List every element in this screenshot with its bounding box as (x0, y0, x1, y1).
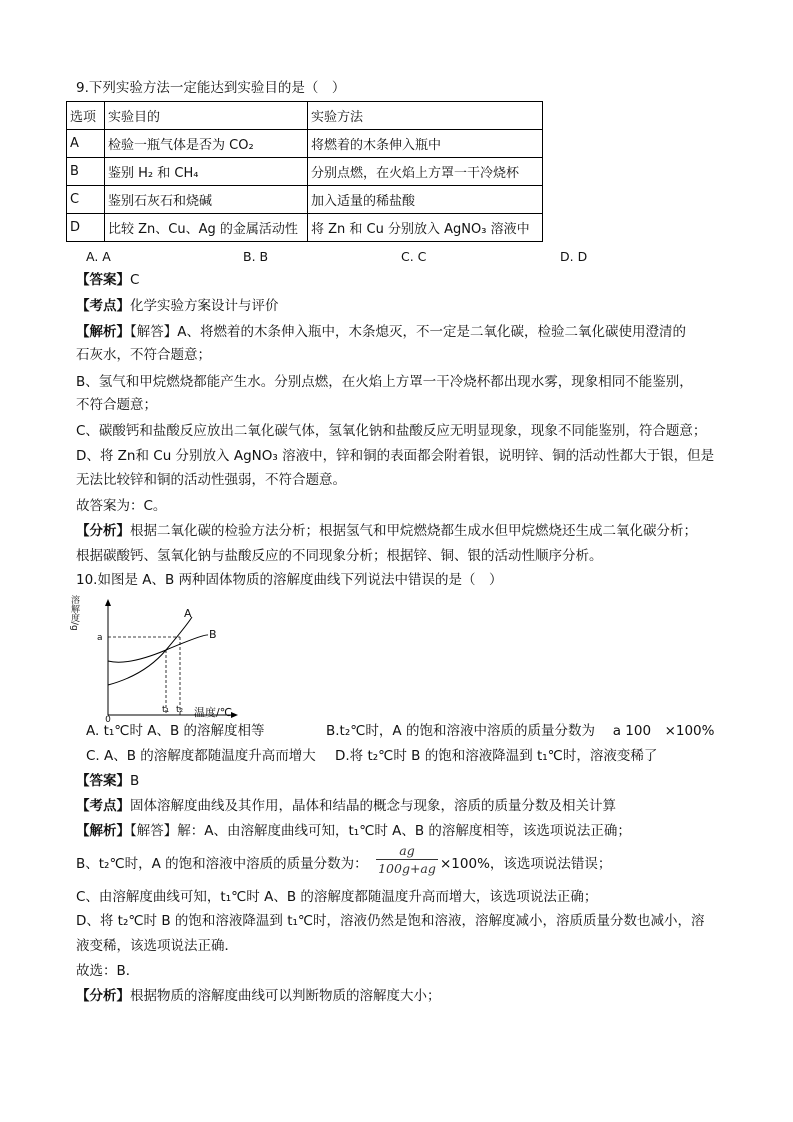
jiexi-tag: 【解析】 (76, 823, 130, 839)
q10-jiexi-b-prefix: B、t₂℃时，A 的饱和溶液中溶质的质量分数为： (76, 856, 368, 872)
table-cell: 分别点燃，在火焰上方罩一干冷烧杯 (308, 158, 543, 186)
fenxi-tag: 【分析】 (76, 988, 130, 1004)
table-cell: 加入适量的稀盐酸 (308, 186, 543, 214)
curve-a-label: A (184, 607, 192, 620)
q9-option-b: B. B (243, 249, 269, 264)
table-cell: 将 Zn 和 Cu 分别放入 AgNO₃ 溶液中 (308, 214, 543, 242)
solubility-chart-svg (70, 593, 240, 723)
jiexi-text: 【解答】A、将燃着的木条伸入瓶中，木条熄灭，不一定是二氧化碳，检验二氧化碳使用澄清的 (130, 324, 686, 340)
table-cell: B (67, 158, 105, 186)
table-header-cell: 选项 (67, 102, 105, 130)
kaodian-tag: 【考点】 (76, 298, 130, 314)
q9-jiexi-line: 故答案为：C。 (76, 498, 167, 514)
q10-jiexi-line: D、将 t₂℃时 B 的饱和溶液降温到 t₁℃时，溶液仍然是饱和溶液，溶解度减小，溶质质量分数也减小，溶 (76, 913, 705, 929)
q9-jiexi-line: C、碳酸钙和盐酸反应放出二氧化碳气体，氢氧化钠和盐酸反应无明显现象，现象不同能鉴别，符合题意； (76, 423, 707, 439)
jiexi-text: 【解答】解：A、由溶解度曲线可知，t₁℃时 A、B 的溶解度相等，该选项说法正确； (130, 823, 631, 839)
q10-fenxi-line (76, 987, 441, 1005)
table-header-cell: 实验方法 (308, 102, 543, 130)
q10-jiexi-line (76, 822, 631, 840)
fraction-denominator: 100g+ag (378, 861, 436, 876)
q10-jiexi-line: 故选：B． (76, 963, 140, 979)
kaodian-text: 化学实验方案设计与评价 (130, 298, 279, 314)
y-axis-label: 溶解度/g (70, 595, 79, 631)
table-header-row (67, 102, 543, 130)
q9-jiexi-line: B、氢气和甲烷燃烧都能产生水。分别点燃，在火焰上方罩一干冷烧杯都出现水雾，现象相同不能鉴别， (76, 374, 693, 390)
table-cell: C (67, 186, 105, 214)
a-tick-label: a (97, 633, 103, 643)
curve-a (108, 617, 192, 685)
fenxi-text: 根据二氧化碳的检验方法分析；根据氢气和甲烷燃烧都生成水但甲烷燃烧还生成二氧化碳分析； (130, 523, 697, 539)
fenxi-tag: 【分析】 (76, 523, 130, 539)
answer-value: C (130, 272, 140, 288)
table-header-cell: 实验目的 (105, 102, 308, 130)
q9-fenxi-line: 根据碳酸钙、氢氧化钠与盐酸反应的不同现象分析；根据锌、铜、银的活动性顺序分析。 (76, 548, 603, 564)
fraction (376, 843, 438, 876)
q10-jiexi-b-suffix: ×100%，该选项说法错误； (440, 856, 612, 872)
table-cell: 将燃着的木条伸入瓶中 (308, 130, 543, 158)
origin-label: 0 (105, 715, 111, 723)
fenxi-text: 根据物质的溶解度曲线可以判断物质的溶解度大小； (130, 988, 441, 1004)
table-cell: 鉴别 H₂ 和 CH₄ (105, 158, 308, 186)
q9-answer (76, 271, 139, 289)
table-cell: A (67, 130, 105, 158)
q9-jiexi-line: 不符合题意； (76, 397, 157, 413)
table-row (67, 130, 543, 158)
curve-b-label: B (209, 628, 217, 641)
t2-tick-label: t₂ (176, 705, 184, 715)
table-row (67, 186, 543, 214)
solubility-chart (70, 593, 240, 723)
q9-option-c: C. C (401, 249, 427, 264)
q9-option-d: D. D (560, 249, 588, 264)
q9-jiexi-line: 无法比较锌和铜的活动性强弱，不符合题意。 (76, 472, 346, 488)
jiexi-tag: 【解析】 (76, 324, 130, 340)
q9-option-a: A. A (86, 249, 111, 264)
q9-jiexi-line: 石灰水，不符合题意； (76, 347, 211, 363)
t1-tick-label: t₁ (162, 705, 170, 715)
table-row (67, 214, 543, 242)
q10-jiexi-line: 液变稀，该选项说法正确． (76, 938, 238, 954)
q10-title: 10.如图是 A、B 两种固体物质的溶解度曲线下列说法中错误的是（ ） (76, 572, 503, 588)
x-axis-label: 温度/℃ (194, 706, 233, 719)
table-cell: D (67, 214, 105, 242)
answer-tag: 【答案】 (76, 773, 130, 789)
q10-option-d: D.将 t₂℃时 B 的饱和溶液降温到 t₁℃时，溶液变稀了 (335, 748, 658, 764)
q9-title: 9.下列实验方法一定能达到实验目的是（ ） (76, 80, 346, 96)
table-cell: 检验一瓶气体是否为 CO₂ (105, 130, 308, 158)
q10-kaodian (76, 797, 616, 815)
fraction-bar (376, 859, 438, 860)
answer-tag: 【答案】 (76, 272, 130, 288)
fraction-numerator: ag (399, 843, 415, 858)
table-cell: 比较 Zn、Cu、Ag 的金属活动性 (105, 214, 308, 242)
y-axis-arrow (105, 599, 111, 606)
answer-value: B (130, 773, 140, 789)
q9-jiexi-line: D、将 Zn和 Cu 分别放入 AgNO₃ 溶液中，锌和铜的表面都会附着银，说明锌、铜的活动性都大于银，但是 (76, 448, 715, 464)
q9-jiexi-line (76, 323, 686, 341)
q10-jiexi-line: C、由溶解度曲线可知，t₁℃时 A、B 的溶解度都随温度升高而增大，该选项说法正确； (76, 889, 598, 905)
q9-kaodian (76, 297, 279, 315)
table-cell: 鉴别石灰石和烧碱 (105, 186, 308, 214)
q10-option-a: A. t₁℃时 A、B 的溶解度相等 (86, 723, 265, 739)
q10-option-c: C. A、B 的溶解度都随温度升高而增大 (86, 748, 316, 764)
kaodian-tag: 【考点】 (76, 798, 130, 814)
q9-fenxi-line (76, 522, 697, 540)
q10-option-b: B.t₂℃时，A 的饱和溶液中溶质的质量分数为 a 100 ×100% (326, 723, 715, 739)
kaodian-text: 固体溶解度曲线及其作用，晶体和结晶的概念与现象，溶质的质量分数及相关计算 (130, 798, 616, 814)
q10-answer (76, 772, 139, 790)
q9-options-table (66, 101, 543, 242)
table-row (67, 158, 543, 186)
